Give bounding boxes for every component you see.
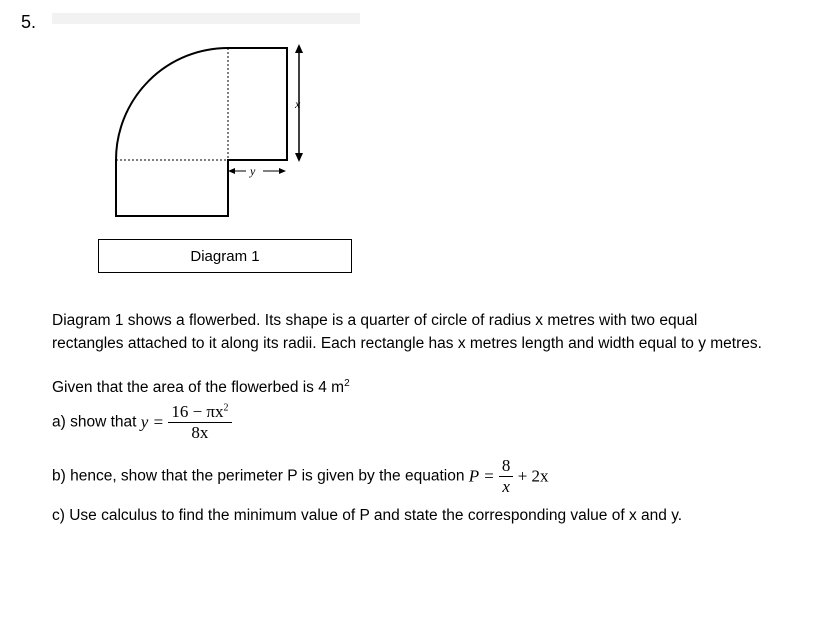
- given-text: Given that the area of the flowerbed is 4 m: [52, 379, 345, 397]
- part-a-label: a) show that: [52, 413, 137, 431]
- given-superscript: 2: [344, 378, 350, 389]
- part-a-numerator-sup: 2: [223, 402, 229, 414]
- question-number: 5.: [21, 12, 37, 32]
- diagram-caption: Diagram 1: [98, 239, 352, 273]
- part-c: c) Use calculus to find the minimum value of P and state the corresponding value of x and y.: [52, 507, 683, 524]
- header-strip: [52, 13, 360, 24]
- part-a-denominator: 8x: [168, 422, 231, 443]
- problem-intro: Diagram 1 shows a flowerbed. Its shape is a quarter of circle of radius x metres with two equal rectangles attached to it along its radii. Each rectangle has x metres length and width equal to y metres.: [52, 312, 762, 352]
- part-b-fraction: [499, 456, 514, 497]
- part-a: [52, 402, 232, 443]
- part-b: [52, 456, 549, 497]
- part-b-rest: + 2x: [517, 466, 549, 486]
- x-label: x: [295, 97, 301, 111]
- part-b-label: b) hence, show that the perimeter P is given by the equation: [52, 467, 465, 485]
- part-a-lhs: y =: [140, 412, 165, 432]
- flowerbed-diagram: [100, 36, 330, 226]
- part-b-lhs: P =: [468, 466, 495, 486]
- part-b-denominator: x: [499, 476, 514, 497]
- part-a-numerator: 16 − πx: [171, 402, 224, 421]
- part-b-numerator: 8: [501, 456, 511, 475]
- y-label: y: [250, 164, 256, 178]
- flowerbed-outline: [116, 48, 287, 216]
- given-statement: [52, 378, 350, 397]
- part-a-fraction: [168, 402, 231, 443]
